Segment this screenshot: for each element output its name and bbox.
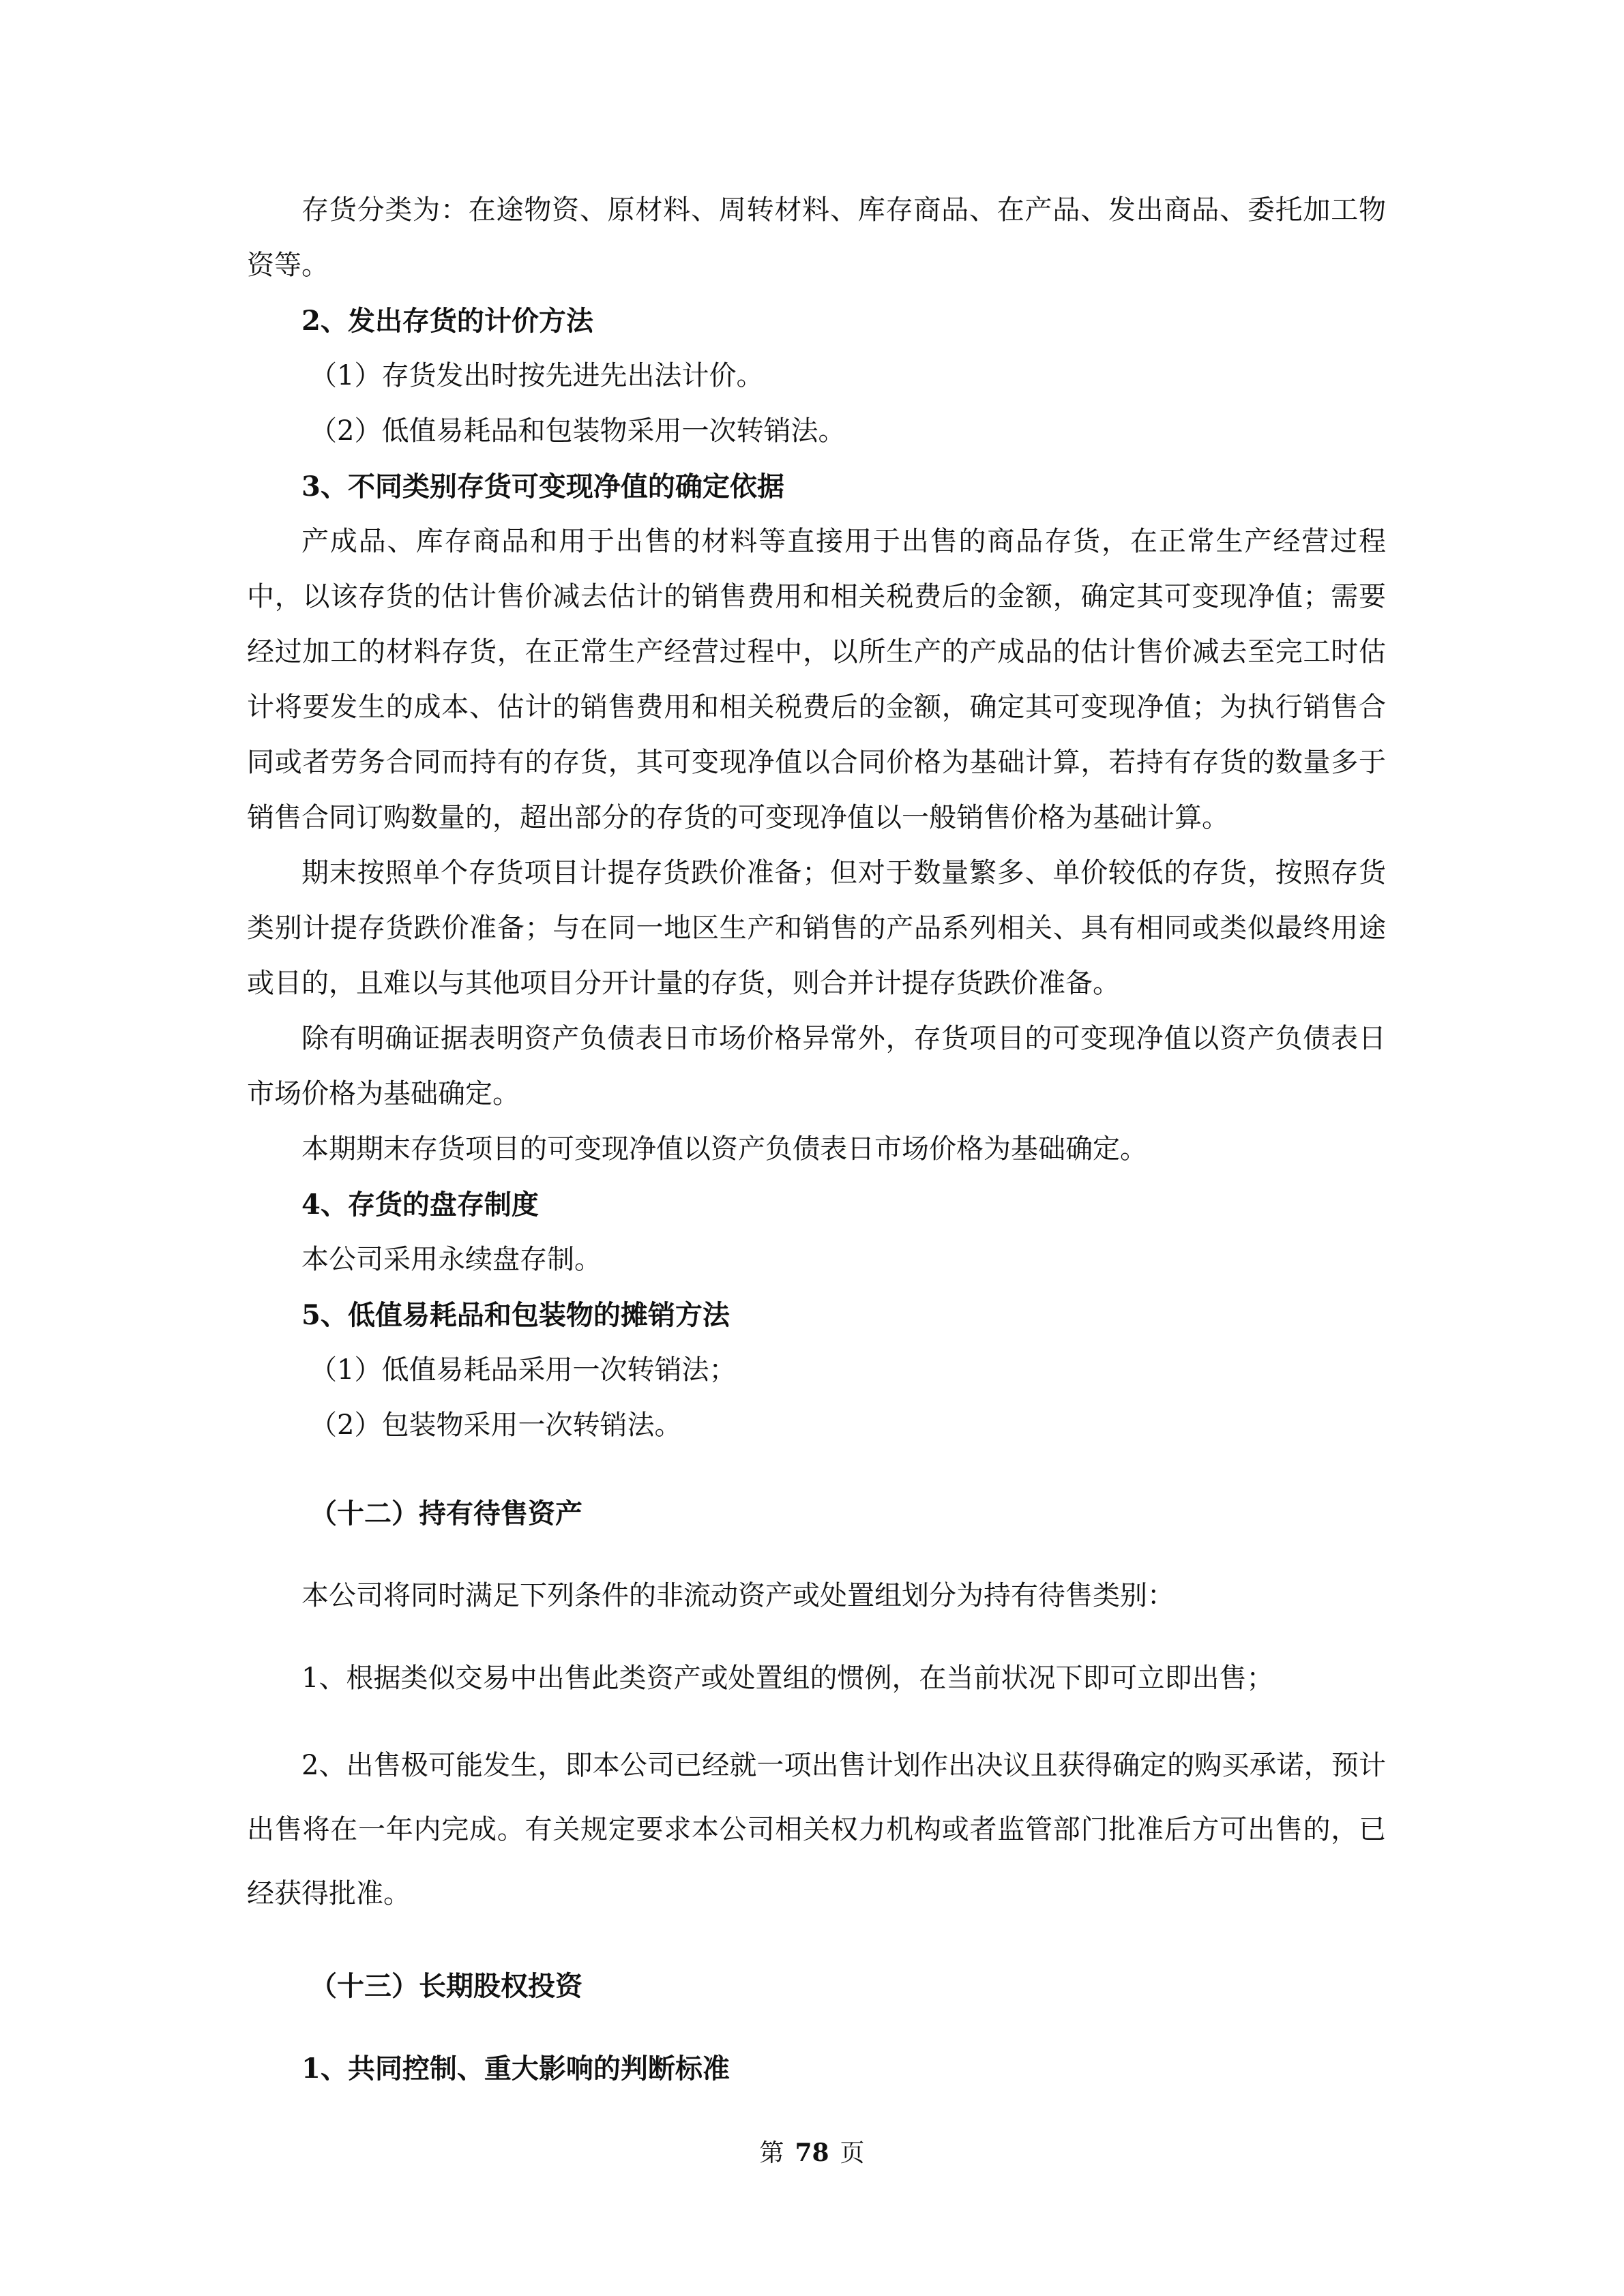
provision-paragraph: 期末按照单个存货项目计提存货跌价准备；但对于数量繁多、单价较低的存货，按照存货类别计提存货跌价准备；与在同一地区生产和销售的产品系列相关、具有相同或类似最终用途或目的，且难以与其他项目分开计量的存货，则合并计提存货跌价准备。 [247, 857, 1386, 999]
list-item: （1）存货发出时按先进先出法计价。 [310, 360, 764, 391]
list-item: （1）低值易耗品采用一次转销法； [310, 1354, 737, 1386]
inventory-classification-paragraph: 存货分类为：在途物资、原材料、周转材料、库存商品、在产品、发出商品、委托加工物资等。 [247, 194, 1386, 281]
heading-issue-pricing-method: 2、发出存货的计价方法 [301, 305, 593, 337]
current-period-paragraph: 本期期末存货项目的可变现净值以资产负债表日市场价格为基础确定。 [301, 1133, 1147, 1165]
nrv-basis-paragraph: 产成品、库存商品和用于出售的材料等直接用于出售的商品存货，在正常生产经营过程中，以该存货的估计售价减去估计的销售费用和相关税费后的金额，确定其可变现净值；需要经过加工的材料存货，在正常生产经营过程中，以所生产的产成品的估计售价减去至完工时估计将要发生的成本、估计的销售费用和相关税费后的金额，确定其可变现净值；为执行销售合同或者劳务合同而持有的存货，其可变现净值以合同价格为基础计算，若持有存货的数量多于销售合同订购数量的，超出部分的存货的可变现净值以一般销售价格为基础计算。 [247, 526, 1386, 833]
page-number-value: 78 [795, 2138, 829, 2167]
perpetual-inventory-paragraph: 本公司采用永续盘存制。 [301, 1244, 602, 1275]
list-item: （2）低值易耗品和包装物采用一次转销法。 [310, 415, 846, 447]
heading-joint-control-criteria: 1、共同控制、重大影响的判断标准 [301, 2053, 730, 2085]
held-for-sale-intro: 本公司将同时满足下列条件的非流动资产或处置组划分为持有待售类别： [301, 1580, 1175, 1611]
held-for-sale-condition-1: 1、根据类似交易中出售此类资产或处置组的惯例，在当前状况下即可立即出售； [301, 1663, 1274, 1694]
heading-amortization-method: 5、低值易耗品和包装物的摊销方法 [301, 1299, 730, 1331]
page-number-prefix: 第 [759, 2139, 784, 2167]
heading-net-realizable-value: 3、不同类别存货可变现净值的确定依据 [301, 471, 784, 503]
page-number [0, 2136, 1624, 2171]
page-content [247, 183, 1386, 2096]
held-for-sale-condition-2: 2、出售极可能发生，即本公司已经就一项出售计划作出决议且获得确定的购买承诺，预计出售将在一年内完成。有关规定要求本公司相关权力机构或者监管部门批准后方可出售的，已经获得批准。 [247, 1750, 1386, 1909]
page-number-suffix: 页 [840, 2139, 865, 2167]
section-title-held-for-sale: （十二）持有待售资产 [310, 1497, 582, 1530]
section-title-long-term-equity: （十三）长期股权投资 [310, 1970, 582, 2002]
list-item: （2）包装物采用一次转销法。 [310, 1410, 682, 1441]
heading-inventory-system: 4、存货的盘存制度 [301, 1189, 539, 1221]
market-price-paragraph: 除有明确证据表明资产负债表日市场价格异常外，存货项目的可变现净值以资产负债表日市场价格为基础确定。 [247, 1023, 1386, 1109]
